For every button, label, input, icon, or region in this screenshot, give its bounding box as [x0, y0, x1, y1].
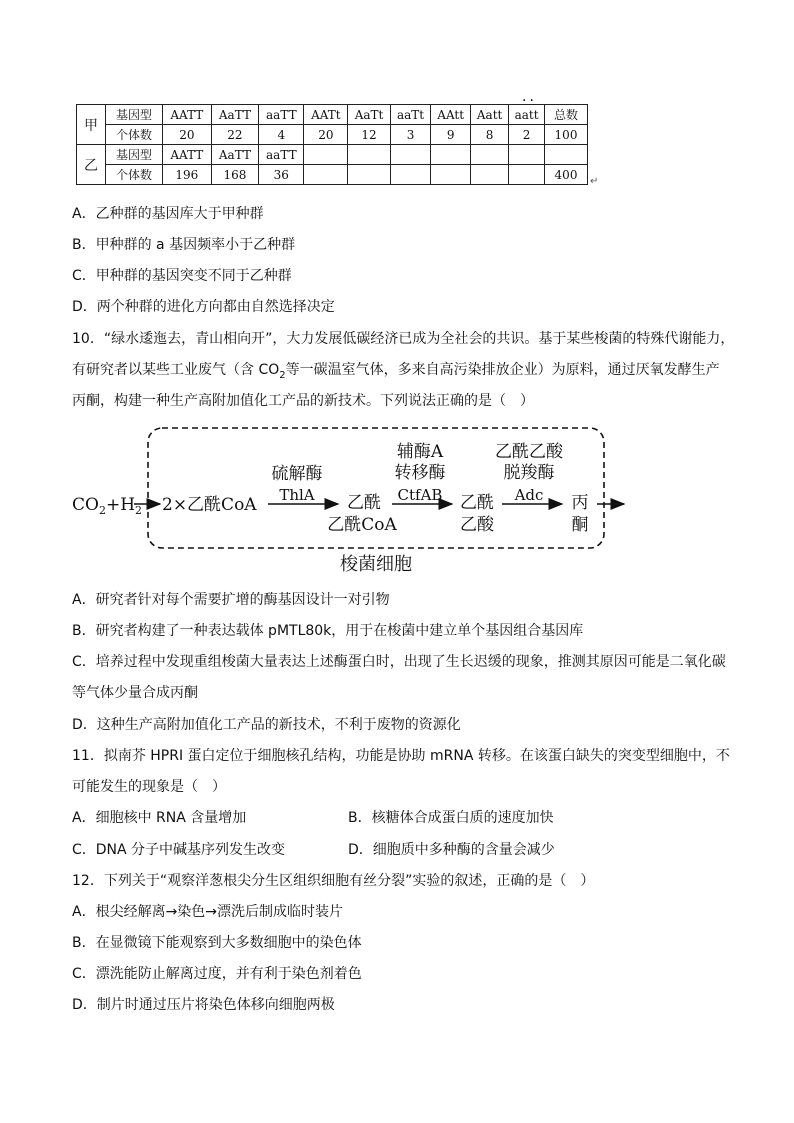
- enzyme-coa-transferase-2: 转移酶: [394, 463, 446, 483]
- table-cell: aaTT: [259, 145, 304, 165]
- table-cell: AATT: [163, 105, 212, 125]
- table-cell: 400: [545, 165, 588, 185]
- table-cell: 8: [471, 125, 509, 145]
- enzyme-adc: Adc: [514, 486, 544, 504]
- table-cell: [390, 145, 430, 165]
- table-cell: Aatt: [471, 105, 509, 125]
- table-row: [77, 125, 588, 145]
- return-mark: ↵: [590, 176, 599, 187]
- population-jia-label: 甲: [77, 105, 106, 145]
- table-cell: [304, 165, 348, 185]
- table-cell: 100: [545, 125, 588, 145]
- table-cell: AaTT: [211, 145, 258, 165]
- table-cell: 20: [304, 125, 348, 145]
- q11-option-c: C．DNA 分子中碱基序列发生改变: [72, 842, 286, 858]
- table-cell: [509, 165, 545, 185]
- q10-option-b: B．研究者构建了一种表达载体 pMTL80k，用于在梭菌中建立单个基因组合基因库: [72, 623, 584, 639]
- table-cell: AaTt: [348, 105, 391, 125]
- emphasis-dots: ··: [522, 93, 537, 109]
- acetyl-coa-node: 2×乙酰CoA: [162, 495, 257, 515]
- table-cell: 4: [259, 125, 304, 145]
- table-row: [77, 105, 588, 125]
- table-cell: [509, 145, 545, 165]
- table-cell: 196: [163, 165, 212, 185]
- table-cell: AAtt: [431, 105, 471, 125]
- diagram-caption: 梭菌细胞: [340, 554, 412, 575]
- table-cell: aatt: [509, 105, 545, 125]
- q12-option-c: C．漂洗能防止解离过度，并有利于染色剂着色: [72, 966, 362, 982]
- q12-option-d: D．制片时通过压片将染色体移向细胞两极: [72, 997, 335, 1013]
- table-cell: AATT: [163, 145, 212, 165]
- table-cell: 12: [348, 125, 391, 145]
- table-cell: [431, 165, 471, 185]
- enzyme-coa-transferase-1: 辅酶A: [396, 442, 444, 462]
- enzyme-decarboxylase-2: 脱羧酶: [503, 463, 555, 483]
- population-yi-label: 乙: [77, 145, 106, 185]
- q9-option-a: A．乙种群的基因库大于甲种群: [72, 206, 264, 222]
- table-cell: AaTT: [211, 105, 258, 125]
- q9-option-d: D．两个种群的进化方向都由自然选择决定: [72, 299, 335, 315]
- q10-stem-line3: 丙酮，构建一种生产高附加值化工产品的新技术。下列说法正确的是（ ）: [72, 393, 534, 409]
- table-cell: 总数: [545, 105, 588, 125]
- row-label: 个体数: [106, 165, 163, 185]
- table-cell: 20: [163, 125, 212, 145]
- table-cell: aaTT: [259, 105, 304, 125]
- q11-option-b: B．核糖体合成蛋白质的速度加快: [348, 810, 554, 826]
- table-cell: 168: [211, 165, 258, 185]
- table-cell: [304, 145, 348, 165]
- table-cell: [390, 165, 430, 185]
- table-cell: [431, 145, 471, 165]
- q10-option-c-line2: 等气体少量合成丙酮: [72, 685, 198, 701]
- q11-option-d: D．细胞质中多种酶的含量会减少: [348, 842, 555, 858]
- pathway-diagram: [0, 420, 794, 580]
- acetoacetyl-coa-bottom: 乙酰CoA: [327, 515, 397, 535]
- input-gases: $CO_2+H_2$: [72, 495, 143, 517]
- q10-stem-line1: 10．“绿水逶迤去，青山相向开”，大力发展低碳经济已成为全社会的共识。基于某些梭菌的特殊代谢能力，: [72, 331, 735, 347]
- table-cell: 2: [509, 125, 545, 145]
- q9-option-b: B．甲种群的 a 基因频率小于乙种群: [72, 237, 296, 253]
- table-cell: 9: [431, 125, 471, 145]
- row-label: 个体数: [106, 125, 163, 145]
- q12-option-b: B．在显微镜下能观察到大多数细胞中的染色体: [72, 935, 362, 951]
- acetone-bottom: 酮: [571, 515, 589, 535]
- table-cell: [545, 145, 588, 165]
- table-cell: AATt: [304, 105, 348, 125]
- acetone-top: 丙: [571, 493, 589, 513]
- enzyme-thla: ThlA: [279, 486, 315, 504]
- enzyme-ctfab: CtfAB: [397, 486, 443, 504]
- genotype-table: [76, 104, 588, 185]
- table-cell: 3: [390, 125, 430, 145]
- q9-option-c: C．甲种群的基因突变不同于乙种群: [72, 268, 292, 284]
- q12-option-a: A．根尖经解离→染色→漂洗后制成临时装片: [72, 904, 344, 920]
- q11-option-a: A．细胞核中 RNA 含量增加: [72, 810, 247, 826]
- q12-stem: 12．下列关于“观察洋葱根尖分生区组织细胞有丝分裂”实验的叙述，正确的是（ ）: [72, 873, 595, 889]
- enzyme-thiolase: 硫解酶: [271, 464, 323, 484]
- table-cell: [471, 145, 509, 165]
- table-cell: 36: [259, 165, 304, 185]
- q10-option-a: A．研究者针对每个需要扩增的酶基因设计一对引物: [72, 592, 390, 608]
- table-cell: 22: [211, 125, 258, 145]
- q10-option-c-line1: C．培养过程中发现重组梭菌大量表达上述酶蛋白时，出现了生长迟缓的现象，推测其原因可能是二氧化碳: [72, 654, 726, 670]
- q10-option-d: D．这种生产高附加值化工产品的新技术，不利于废物的资源化: [72, 717, 461, 733]
- row-label: 基因型: [106, 145, 163, 165]
- q11-stem-line2: 可能发生的现象是（ ）: [72, 779, 226, 795]
- acetoacetate-top: 乙酰: [460, 493, 494, 513]
- table-cell: [348, 165, 391, 185]
- table-row: [77, 165, 588, 185]
- q11-stem-line1: 11．拟南芥 HPRI 蛋白定位于细胞核孔结构，功能是协助 mRNA 转移。在该蛋白缺失的突变型细胞中，不: [72, 748, 730, 764]
- acetoacetyl-coa-top: 乙酰: [347, 493, 381, 513]
- table-cell: [348, 145, 391, 165]
- table-cell: [471, 165, 509, 185]
- acetoacetate-bottom: 乙酸: [460, 515, 494, 535]
- table-row: [77, 145, 588, 165]
- table-cell: aaTt: [390, 105, 430, 125]
- q10-stem-line2: 有研究者以某些工业废气（含 $CO_2$等一碳温室气体，多来自高污染排放企业）为原料，通过厌氧发酵生产: [72, 362, 720, 381]
- row-label: 基因型: [106, 105, 163, 125]
- enzyme-decarboxylase-1: 乙酰乙酸: [495, 442, 563, 462]
